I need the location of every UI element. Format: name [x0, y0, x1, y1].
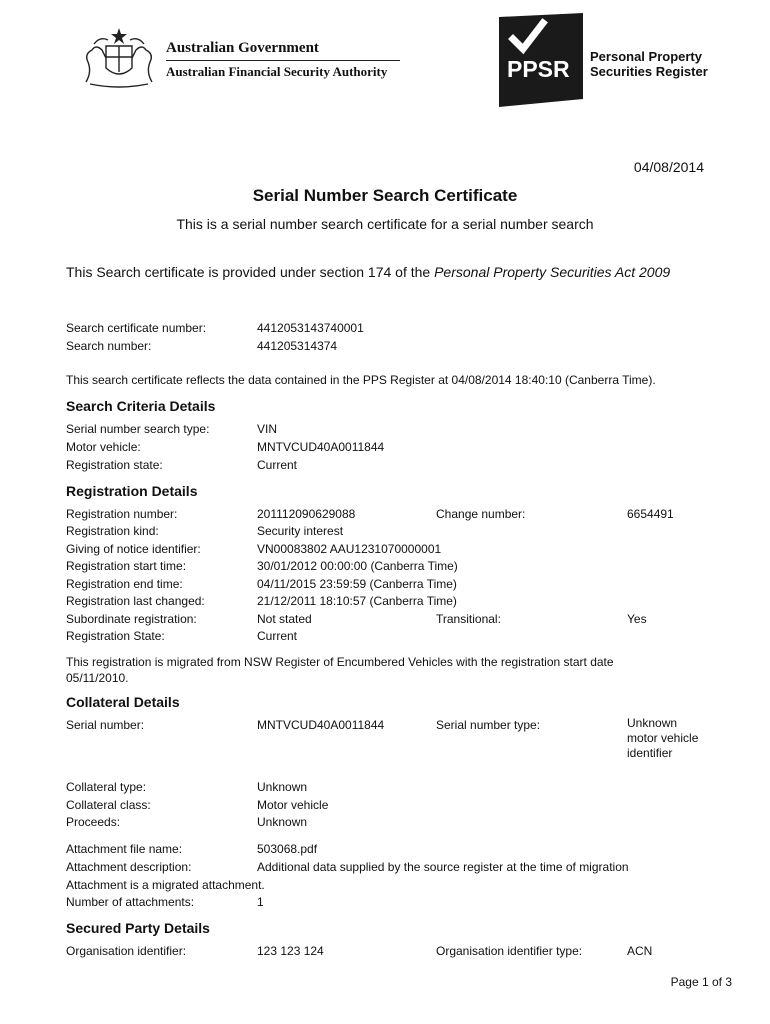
field-value: 441205314374 [257, 339, 338, 353]
field-label: Collateral type: [66, 780, 147, 794]
field-value: VN00083802 AAU1231070000001 [257, 542, 442, 556]
certificate-date: 04/08/2014 [633, 159, 704, 175]
field-value: Motor vehicle [257, 798, 329, 812]
migration-note: This registration is migrated from NSW Register of Encumbered Vehicles with the registration start date 05/11/2010. [66, 655, 614, 685]
page-subtitle: This is a serial number search certificate for a serial number search [176, 216, 594, 232]
register-name-line2: Securities Register [590, 64, 708, 79]
page-number: Page 1 of 3 [670, 975, 732, 989]
section-heading: Search Criteria Details [66, 398, 216, 414]
government-header [78, 22, 408, 92]
field-value: Unknown [257, 780, 308, 794]
field-label: Proceeds: [66, 815, 121, 829]
field-value: 6654491 [627, 507, 674, 521]
field-value: 04/11/2015 23:59:59 (Canberra Time) [257, 577, 457, 591]
field-label: Search certificate number: [66, 321, 207, 335]
field-label: Motor vehicle: [66, 440, 141, 454]
reflects-note: This search certificate reflects the data contained in the PPS Register at 04/08/2014 18:40:10 (Canberra Time). [66, 373, 656, 387]
field-value: Not stated [257, 612, 312, 626]
field-value: 4412053143740001 [257, 321, 364, 335]
field-label: Organisation identifier type: [436, 944, 583, 958]
field-value: Unknown [257, 815, 308, 829]
field-value: 123 123 124 [257, 944, 324, 958]
field-label: Serial number type: [436, 718, 541, 732]
field-label: Search number: [66, 339, 152, 353]
field-value: 30/01/2012 00:00:00 (Canberra Time) [257, 559, 458, 573]
field-label: Serial number search type: [66, 422, 210, 436]
register-name [590, 49, 708, 79]
field-label: Registration end time: [66, 577, 183, 591]
section-heading: Registration Details [66, 483, 198, 499]
field-label: Collateral class: [66, 798, 151, 812]
field-label: Registration kind: [66, 524, 159, 538]
field-label: Registration last changed: [66, 594, 205, 608]
field-value: 503068.pdf [257, 842, 318, 856]
ppsr-logo [499, 13, 583, 107]
attachment-migrated-note: Attachment is a migrated attachment. [66, 878, 265, 892]
field-label: Registration State: [66, 629, 165, 643]
field-value: ACN [627, 944, 653, 958]
field-value: Security interest [257, 524, 344, 538]
section-heading: Collateral Details [66, 694, 180, 710]
field-label: Subordinate registration: [66, 612, 197, 626]
section-heading: Secured Party Details [66, 920, 210, 936]
field-label: Registration state: [66, 458, 163, 472]
field-value: 201112090629088 [257, 507, 356, 521]
register-name-line1: Personal Property [590, 49, 702, 64]
statement-text: This Search certificate is provided under section 174 of the [66, 264, 435, 280]
page-title: Serial Number Search Certificate [252, 186, 518, 205]
field-label: Registration start time: [66, 559, 187, 573]
government-title: Australian Government [166, 40, 319, 56]
divider [166, 60, 400, 61]
field-value: Additional data supplied by the source register at the time of migration [257, 860, 629, 874]
field-label: Giving of notice identifier: [66, 542, 201, 556]
field-value: MNTVCUD40A0011844 [257, 440, 385, 454]
field-label: Change number: [436, 507, 526, 521]
field-label: Organisation identifier: [66, 944, 187, 958]
commonwealth-coat-of-arms-icon [78, 24, 160, 92]
field-label: Attachment description: [66, 860, 192, 874]
field-label: Attachment file name: [66, 842, 183, 856]
agency-name: Australian Financial Security Authority [166, 64, 388, 79]
field-value: 21/12/2011 18:10:57 (Canberra Time) [257, 594, 457, 608]
field-label: Serial number: [66, 718, 145, 732]
act-name: Personal Property Securities Act 2009 [434, 264, 671, 280]
field-value: Yes [627, 612, 647, 626]
field-value: VIN [257, 422, 278, 436]
field-value: MNTVCUD40A0011844 [257, 718, 385, 732]
field-value: 1 [257, 895, 264, 909]
legal-statement [66, 263, 716, 281]
field-value: Unknown motor vehicle identifier [627, 716, 699, 760]
field-label: Number of attachments: [66, 895, 195, 909]
field-label: Transitional: [436, 612, 501, 626]
field-value: Current [257, 629, 298, 643]
field-label: Registration number: [66, 507, 178, 521]
ppsr-badge-text: PPSR [507, 56, 570, 82]
field-value: Current [257, 458, 298, 472]
